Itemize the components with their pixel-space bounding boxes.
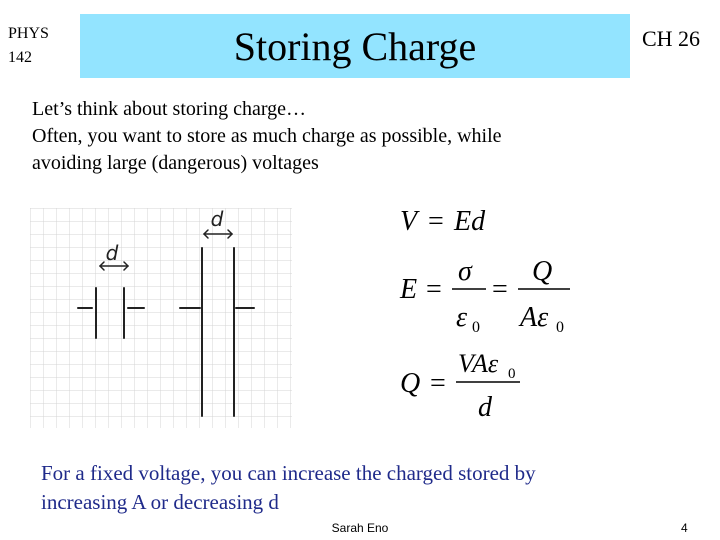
gap-label-small: d <box>105 241 119 265</box>
course-code-line1: PHYS <box>8 25 49 42</box>
conclusion-line-1: For a fixed voltage, you can increase the charged stored by <box>41 461 536 485</box>
equation-field <box>399 256 570 336</box>
capacitor-sketch <box>30 208 292 428</box>
footer-author: Sarah Eno <box>331 521 389 535</box>
svg-text:ε: ε <box>456 302 468 333</box>
course-code-line2: 142 <box>8 49 32 66</box>
course-code <box>8 22 49 70</box>
page-number: 4 <box>681 521 688 535</box>
intro-line-2: Often, you want to store as much charge as possible, while <box>32 125 502 147</box>
svg-text:=: = <box>430 368 446 399</box>
slide-title: Storing Charge <box>233 24 477 69</box>
svg-text:d: d <box>478 392 492 423</box>
equation-v-ed <box>400 206 486 237</box>
conclusion-line-2: increasing A or decreasing d <box>41 490 279 514</box>
grid-paper <box>30 208 292 428</box>
chapter-label: CH 26 <box>642 26 701 51</box>
gap-label-large: d <box>210 208 224 231</box>
svg-text:Aε: Aε <box>520 302 549 333</box>
intro-text <box>32 96 632 177</box>
svg-text:0: 0 <box>472 319 480 336</box>
equation-charge <box>400 349 520 423</box>
intro-line-3: avoiding large (dangerous) voltages <box>32 152 319 174</box>
svg-text:Q: Q <box>532 256 553 287</box>
conclusion-text <box>41 459 661 517</box>
svg-text:=: = <box>492 274 508 305</box>
svg-text:Q: Q <box>400 368 421 399</box>
equations-block <box>392 198 592 428</box>
svg-text:E: E <box>400 274 418 305</box>
svg-text:Ed: Ed <box>454 206 486 237</box>
svg-text:0: 0 <box>556 319 564 336</box>
svg-text:=: = <box>426 274 442 305</box>
svg-text:=: = <box>428 206 444 237</box>
svg-text:0: 0 <box>508 366 516 382</box>
svg-text:V: V <box>400 206 418 237</box>
intro-line-1: Let’s think about storing charge… <box>32 98 307 120</box>
svg-text:VAε: VAε <box>458 349 499 378</box>
svg-text:σ: σ <box>458 256 472 287</box>
